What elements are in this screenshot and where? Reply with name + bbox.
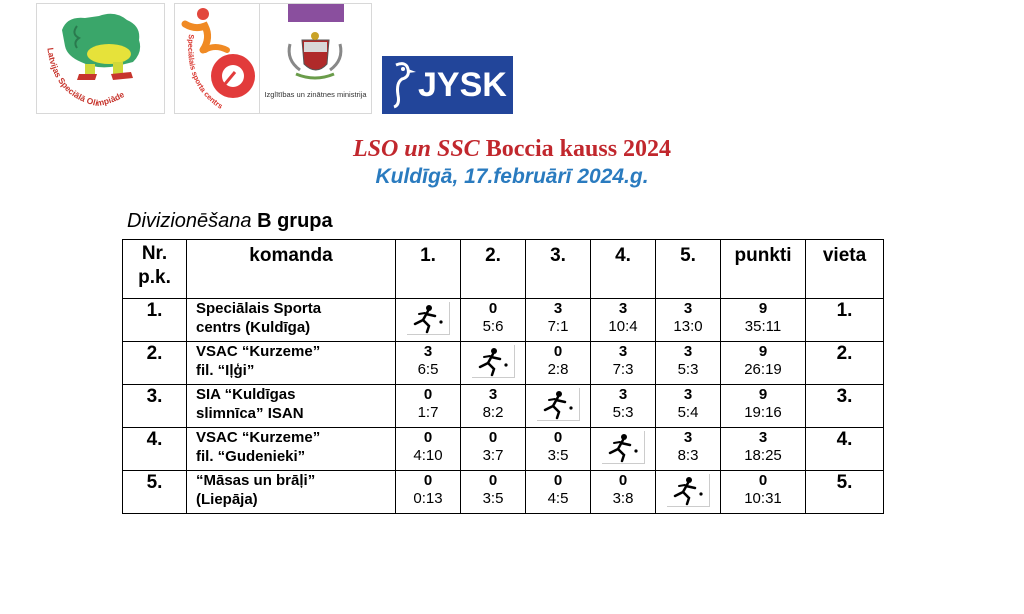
points-cell bbox=[721, 299, 806, 342]
goose-icon bbox=[388, 61, 418, 109]
match-cell bbox=[591, 471, 656, 514]
svg-text:Latvijas Speciālā Olimpiāde: Latvijas Speciālā Olimpiāde bbox=[45, 47, 127, 109]
row-nr: 5. bbox=[123, 471, 187, 514]
table-header-row bbox=[123, 240, 884, 299]
total-points: 9 bbox=[758, 300, 768, 317]
match-points: 3 bbox=[553, 300, 563, 317]
table-row bbox=[123, 299, 884, 342]
header-points: punkti bbox=[721, 240, 806, 299]
boccia-player-icon bbox=[472, 345, 514, 377]
self-match-cell bbox=[591, 428, 656, 471]
boccia-player-icon bbox=[602, 431, 644, 463]
match-cell bbox=[656, 428, 721, 471]
group-subtitle bbox=[127, 209, 333, 233]
boccia-icon-wrap bbox=[461, 342, 525, 378]
match-score: 13:0 bbox=[673, 318, 703, 335]
match-cell bbox=[591, 342, 656, 385]
match-points: 0 bbox=[423, 429, 433, 446]
match-score: 7:3 bbox=[612, 361, 634, 378]
match-cell bbox=[526, 342, 591, 385]
points-cell bbox=[721, 428, 806, 471]
header-match-2: 2. bbox=[461, 240, 526, 299]
table-row bbox=[123, 428, 884, 471]
match-points: 3 bbox=[683, 343, 693, 360]
place-cell: 4. bbox=[806, 428, 884, 471]
match-score: 1:7 bbox=[417, 404, 439, 421]
jysk-wordmark: JYSK bbox=[418, 66, 507, 104]
match-score: 7:1 bbox=[547, 318, 569, 335]
ssc-logo-image bbox=[175, 4, 259, 113]
match-cell bbox=[526, 471, 591, 514]
self-match-cell bbox=[461, 342, 526, 385]
row-team bbox=[187, 342, 396, 385]
row-nr: 4. bbox=[123, 428, 187, 471]
boccia-icon-wrap bbox=[526, 385, 590, 421]
header-nr-line2: p.k. bbox=[138, 267, 171, 288]
self-match-cell bbox=[526, 385, 591, 428]
match-cell bbox=[656, 342, 721, 385]
total-score: 18:25 bbox=[744, 447, 782, 464]
match-points: 0 bbox=[553, 343, 563, 360]
lso-logo-image bbox=[37, 4, 164, 113]
row-nr: 2. bbox=[123, 342, 187, 385]
total-points: 9 bbox=[758, 386, 768, 403]
match-points: 3 bbox=[423, 343, 433, 360]
coat-of-arms-icon bbox=[260, 30, 371, 90]
match-points: 3 bbox=[618, 386, 628, 403]
match-score: 5:6 bbox=[482, 318, 504, 335]
match-score: 10:4 bbox=[608, 318, 638, 335]
place-cell: 5. bbox=[806, 471, 884, 514]
match-score: 3:5 bbox=[482, 490, 504, 507]
match-cell bbox=[591, 385, 656, 428]
row-team bbox=[187, 428, 396, 471]
match-cell bbox=[396, 428, 461, 471]
header-nr bbox=[123, 240, 187, 299]
self-match-cell bbox=[656, 471, 721, 514]
row-nr: 3. bbox=[123, 385, 187, 428]
match-score: 4:5 bbox=[547, 490, 569, 507]
table-row bbox=[123, 471, 884, 514]
header-place: vieta bbox=[806, 240, 884, 299]
team-name-line: “Māsas un brāļi” bbox=[196, 472, 316, 489]
header-match-1: 1. bbox=[396, 240, 461, 299]
header-team: komanda bbox=[187, 240, 396, 299]
place-cell: 3. bbox=[806, 385, 884, 428]
match-score: 3:7 bbox=[482, 447, 504, 464]
match-score: 8:3 bbox=[677, 447, 699, 464]
total-score: 26:19 bbox=[744, 361, 782, 378]
boccia-icon-wrap bbox=[396, 299, 460, 335]
match-score: 5:3 bbox=[677, 361, 699, 378]
match-cell bbox=[656, 385, 721, 428]
match-points: 3 bbox=[618, 300, 628, 317]
match-cell bbox=[526, 299, 591, 342]
match-points: 0 bbox=[423, 472, 433, 489]
event-title-part2: Boccia kauss 2024 bbox=[485, 136, 672, 162]
self-match-cell bbox=[396, 299, 461, 342]
header-match-3: 3. bbox=[526, 240, 591, 299]
total-score: 35:11 bbox=[744, 318, 782, 335]
table-row bbox=[123, 385, 884, 428]
jysk-logo bbox=[382, 56, 513, 114]
row-team bbox=[187, 299, 396, 342]
total-points: 0 bbox=[758, 472, 768, 489]
match-points: 3 bbox=[683, 386, 693, 403]
match-score: 5:4 bbox=[677, 404, 699, 421]
match-points: 0 bbox=[488, 300, 498, 317]
match-cell bbox=[461, 471, 526, 514]
ministry-caption: Izglītības un zinātnes ministrija bbox=[264, 90, 367, 99]
points-cell bbox=[721, 471, 806, 514]
team-name-line: fil. “Gudenieki” bbox=[196, 448, 306, 465]
match-points: 3 bbox=[683, 429, 693, 446]
match-score: 3:5 bbox=[547, 447, 569, 464]
match-score: 4:10 bbox=[413, 447, 443, 464]
match-points: 3 bbox=[683, 300, 693, 317]
total-points: 3 bbox=[758, 429, 768, 446]
team-name-line: VSAC “Kurzeme” bbox=[196, 429, 321, 446]
match-score: 6:5 bbox=[417, 361, 439, 378]
match-points: 3 bbox=[618, 343, 628, 360]
points-cell bbox=[721, 342, 806, 385]
event-title bbox=[0, 135, 1024, 163]
ministry-color-bar bbox=[288, 4, 344, 22]
match-points: 0 bbox=[618, 472, 628, 489]
match-points: 0 bbox=[553, 472, 563, 489]
match-cell bbox=[396, 342, 461, 385]
team-name-line: slimnīca” ISAN bbox=[196, 405, 304, 422]
boccia-player-icon bbox=[667, 474, 709, 506]
match-score: 5:3 bbox=[612, 404, 634, 421]
match-score: 2:8 bbox=[547, 361, 569, 378]
match-cell bbox=[396, 385, 461, 428]
match-cell bbox=[461, 299, 526, 342]
match-points: 0 bbox=[488, 429, 498, 446]
ministry-logo bbox=[259, 3, 372, 114]
total-points: 9 bbox=[758, 343, 768, 360]
match-score: 8:2 bbox=[482, 404, 504, 421]
place-cell: 1. bbox=[806, 299, 884, 342]
event-date-location: Kuldīgā, 17.februārī 2024.g. bbox=[375, 165, 649, 188]
division-label: Divizionēšana bbox=[127, 210, 252, 232]
match-score: 0:13 bbox=[413, 490, 443, 507]
boccia-icon-wrap bbox=[591, 428, 655, 464]
match-points: 0 bbox=[423, 386, 433, 403]
lso-logo bbox=[36, 3, 165, 114]
team-name-line: centrs (Kuldīga) bbox=[196, 319, 311, 336]
boccia-icon-wrap bbox=[656, 471, 720, 507]
header-nr-line1: Nr. bbox=[141, 243, 168, 264]
boccia-player-icon bbox=[407, 302, 449, 334]
match-points: 0 bbox=[488, 472, 498, 489]
svg-text:Speciālais sporta centrs: Speciālais sporta centrs bbox=[186, 33, 225, 111]
boccia-player-icon bbox=[537, 388, 579, 420]
team-name-line: Speciālais Sporta bbox=[196, 300, 322, 317]
event-title-part1: LSO un SSC bbox=[352, 136, 480, 162]
header-match-5: 5. bbox=[656, 240, 721, 299]
results-table bbox=[122, 239, 884, 514]
match-cell bbox=[461, 385, 526, 428]
total-score: 19:16 bbox=[744, 404, 782, 421]
place-cell: 2. bbox=[806, 342, 884, 385]
row-team bbox=[187, 385, 396, 428]
match-cell bbox=[461, 428, 526, 471]
table-row bbox=[123, 342, 884, 385]
team-name-line: (Liepāja) bbox=[196, 491, 258, 508]
match-cell bbox=[591, 299, 656, 342]
header-match-4: 4. bbox=[591, 240, 656, 299]
row-nr: 1. bbox=[123, 299, 187, 342]
match-cell bbox=[396, 471, 461, 514]
group-label: B grupa bbox=[257, 210, 333, 232]
match-cell bbox=[526, 428, 591, 471]
match-points: 3 bbox=[488, 386, 498, 403]
row-team bbox=[187, 471, 396, 514]
points-cell bbox=[721, 385, 806, 428]
team-name-line: VSAC “Kurzeme” bbox=[196, 343, 321, 360]
match-cell bbox=[656, 299, 721, 342]
team-name-line: fil. “Iļģi” bbox=[196, 362, 255, 379]
match-score: 3:8 bbox=[612, 490, 634, 507]
team-name-line: SIA “Kuldīgas bbox=[196, 386, 296, 403]
ssc-logo bbox=[174, 3, 259, 114]
match-points: 0 bbox=[553, 429, 563, 446]
total-score: 10:31 bbox=[744, 490, 782, 507]
